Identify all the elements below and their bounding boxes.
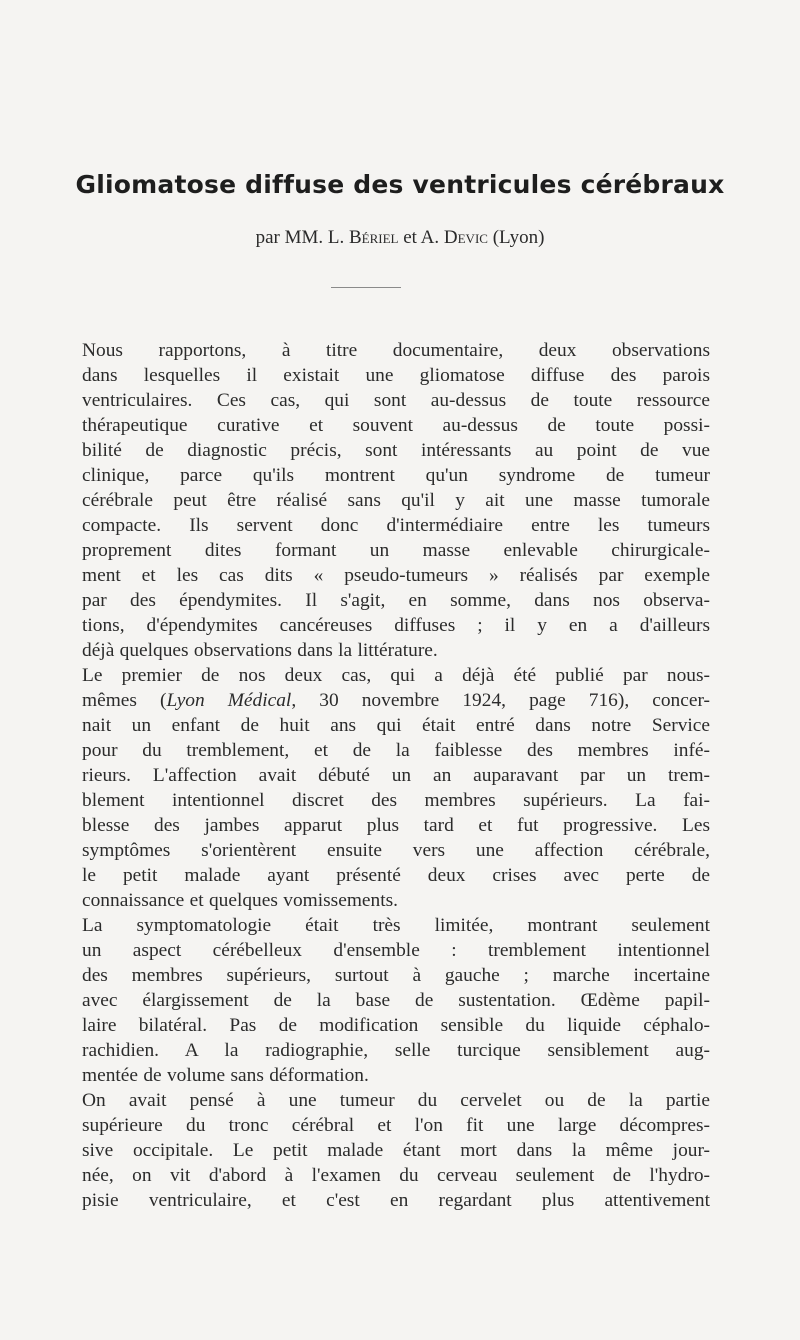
text-segment: par des épendymites. Il s'agit, en somme, dans nos observa- — [82, 590, 710, 611]
text-line — [82, 338, 710, 363]
byline-connector: et — [398, 227, 421, 248]
text-segment: supérieure du tronc cérébral et l'on fit une large décompres- — [82, 1115, 710, 1136]
text-line — [82, 463, 710, 488]
text-segment: rieurs. L'affection avait débuté un an auparavant par un trem- — [82, 765, 710, 786]
text-line — [82, 1163, 710, 1188]
text-segment: ventriculaires. Ces cas, qui sont au-dessus de toute ressource — [82, 390, 710, 411]
text-line — [82, 938, 710, 963]
text-segment: mentée de volume sans déformation. — [82, 1065, 369, 1086]
text-line — [82, 988, 710, 1013]
text-line — [82, 1063, 710, 1088]
text-segment: cérébrale peut être réalisé sans qu'il y ait une masse tumorale — [82, 490, 710, 511]
text-line — [82, 663, 710, 688]
text-line — [82, 488, 710, 513]
text-segment: compacte. Ils servent donc d'intermédiaire entre les tumeurs — [82, 515, 710, 536]
text-segment: , 30 novembre 1924, page 716), concer- — [291, 690, 710, 711]
text-line — [82, 963, 710, 988]
title-separator-rule — [331, 287, 401, 288]
text-line — [82, 538, 710, 563]
text-segment: dans lesquelles il existait une gliomatose diffuse des parois — [82, 365, 710, 386]
text-segment: proprement dites formant un masse enlevable chirurgicale- — [82, 540, 710, 561]
text-segment: thérapeutique curative et souvent au-dessus de toute possi- — [82, 415, 710, 436]
text-line — [82, 413, 710, 438]
text-line — [82, 1038, 710, 1063]
text-line — [82, 1138, 710, 1163]
text-segment: pisie ventriculaire, et c'est en regardant plus attentivement — [82, 1190, 710, 1211]
text-segment: connaissance et quelques vomissements. — [82, 890, 398, 911]
text-line — [82, 1088, 710, 1113]
text-line — [82, 863, 710, 888]
text-line — [82, 763, 710, 788]
article-body — [82, 338, 710, 1213]
text-segment: pour du tremblement, et de la faiblesse des membres infé- — [82, 740, 710, 761]
text-line — [82, 438, 710, 463]
text-segment: des membres supérieurs, surtout à gauche ; marche incertaine — [82, 965, 710, 986]
article-byline — [60, 227, 740, 249]
text-segment: blesse des jambes apparut plus tard et fut progressive. Les — [82, 815, 710, 836]
byline-prefix: par MM. — [255, 227, 328, 248]
text-line — [82, 513, 710, 538]
author2-initial: A. — [420, 227, 444, 248]
text-segment: mêmes ( — [82, 690, 167, 711]
text-line — [82, 1188, 710, 1213]
text-segment: rachidien. A la radiographie, selle turcique sensiblement aug- — [82, 1040, 710, 1061]
text-segment: avec élargissement de la base de sustentation. Œdème papil- — [82, 990, 710, 1011]
text-segment: déjà quelques observations dans la littérature. — [82, 640, 438, 661]
text-line — [82, 588, 710, 613]
text-segment: le petit malade ayant présenté deux crises avec perte de — [82, 865, 710, 886]
text-line — [82, 713, 710, 738]
text-segment: clinique, parce qu'ils montrent qu'un syndrome de tumeur — [82, 465, 710, 486]
text-segment: nait un enfant de huit ans qui était entré dans notre Service — [82, 715, 710, 736]
italic-citation: Lyon Médical — [166, 690, 292, 711]
text-segment: bilité de diagnostic précis, sont intéressants au point de vue — [82, 440, 710, 461]
text-line — [82, 838, 710, 863]
byline-location: (Lyon) — [487, 227, 545, 248]
text-line — [82, 613, 710, 638]
author1-initial: L. — [327, 227, 349, 248]
text-line — [82, 913, 710, 938]
text-segment: tions, d'épendymites cancéreuses diffuses ; il y en a d'ailleurs — [82, 615, 710, 636]
text-line — [82, 813, 710, 838]
author1-name: Bériel — [348, 227, 399, 248]
author2-name: Devic — [443, 227, 488, 248]
text-line — [82, 688, 710, 713]
text-line — [82, 563, 710, 588]
text-segment: La symptomatologie était très limitée, montrant seulement — [82, 915, 710, 936]
text-line — [82, 363, 710, 388]
text-line — [82, 888, 710, 913]
article-title: Gliomatose diffuse des ventricules cérébraux — [75, 170, 725, 199]
text-line — [82, 638, 710, 663]
text-segment: blement intentionnel discret des membres supérieurs. La fai- — [82, 790, 710, 811]
text-segment: née, on vit d'abord à l'examen du cerveau seulement de l'hydro- — [82, 1165, 710, 1186]
text-segment: un aspect cérébelleux d'ensemble : tremblement intentionnel — [82, 940, 710, 961]
text-line — [82, 788, 710, 813]
text-segment: Nous rapportons, à titre documentaire, deux observations — [82, 340, 710, 361]
text-line — [82, 1013, 710, 1038]
text-segment: symptômes s'orientèrent ensuite vers une affection cérébrale, — [82, 840, 710, 861]
text-segment: laire bilatéral. Pas de modification sensible du liquide céphalo- — [82, 1015, 710, 1036]
text-segment: sive occipitale. Le petit malade étant mort dans la même jour- — [82, 1140, 710, 1161]
text-segment: ment et les cas dits « pseudo-tumeurs » réalisés par exemple — [82, 565, 710, 586]
text-segment: Le premier de nos deux cas, qui a déjà été publié par nous- — [82, 665, 710, 686]
text-segment: On avait pensé à une tumeur du cervelet ou de la partie — [82, 1090, 710, 1111]
text-line — [82, 388, 710, 413]
text-line — [82, 1113, 710, 1138]
text-line — [82, 738, 710, 763]
